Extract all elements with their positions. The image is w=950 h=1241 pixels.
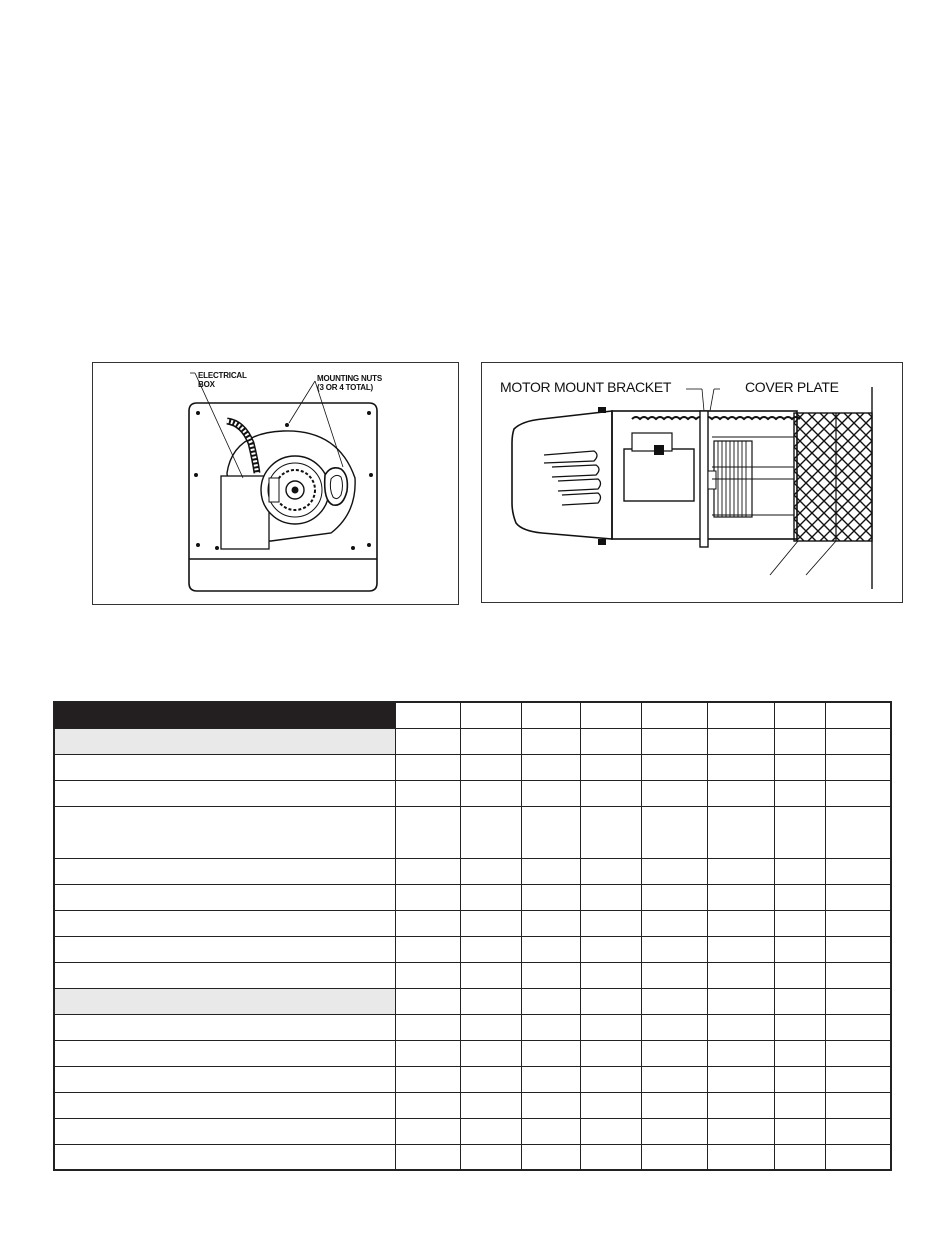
table-value-cell	[395, 988, 460, 1014]
table-row	[54, 806, 891, 858]
table-value-cell	[825, 1066, 891, 1092]
table-row-label-cell	[54, 884, 395, 910]
table-value-cell	[460, 910, 521, 936]
mounting-nuts-label-line1: MOUNTING NUTS	[317, 374, 382, 383]
table-value-cell	[580, 780, 641, 806]
table-row	[54, 988, 891, 1014]
table-value-cell	[825, 1118, 891, 1144]
table-value-cell	[395, 962, 460, 988]
table-value-cell	[395, 858, 460, 884]
blower-side-view-figure	[481, 362, 903, 603]
cover-plate-label: COVER PLATE	[745, 379, 839, 395]
table-value-cell	[521, 1040, 580, 1066]
table-value-cell	[521, 910, 580, 936]
table-value-cell	[395, 780, 460, 806]
table-value-cell	[521, 728, 580, 754]
table-value-cell	[641, 936, 707, 962]
table-value-cell	[460, 962, 521, 988]
table-value-cell	[707, 910, 774, 936]
table-value-cell	[825, 962, 891, 988]
table-value-cell	[580, 884, 641, 910]
table-value-cell	[521, 1144, 580, 1170]
electrical-box-label-line2: BOX	[198, 380, 215, 389]
table-value-cell	[395, 936, 460, 962]
table-value-cell	[460, 1092, 521, 1118]
table-value-cell	[641, 1014, 707, 1040]
table-row	[54, 754, 891, 780]
table-value-cell	[580, 1118, 641, 1144]
table-value-cell	[825, 1144, 891, 1170]
table-value-cell	[825, 754, 891, 780]
table-value-cell	[460, 936, 521, 962]
table-value-cell	[774, 728, 825, 754]
table-value-cell	[580, 754, 641, 780]
table-value-cell	[641, 988, 707, 1014]
table-row	[54, 910, 891, 936]
table-value-cell	[707, 1040, 774, 1066]
table-value-cell	[825, 780, 891, 806]
table-value-cell	[774, 884, 825, 910]
table-value-cell	[707, 1118, 774, 1144]
table-value-cell	[460, 1118, 521, 1144]
table-value-cell	[395, 910, 460, 936]
table-row-label-cell	[54, 936, 395, 962]
table-value-cell	[395, 1144, 460, 1170]
table-value-cell	[580, 858, 641, 884]
table-value-cell	[395, 806, 460, 858]
table-value-cell	[580, 702, 641, 728]
table-value-cell	[395, 884, 460, 910]
table-value-cell	[641, 910, 707, 936]
table-value-cell	[521, 702, 580, 728]
mounting-nuts-label-line2: (3 OR 4 TOTAL)	[317, 383, 374, 392]
table-value-cell	[774, 780, 825, 806]
table-value-cell	[774, 1066, 825, 1092]
table-row-label-cell	[54, 1092, 395, 1118]
table-row-label-cell	[54, 1014, 395, 1040]
table-row-label-cell	[54, 1118, 395, 1144]
table-value-cell	[825, 910, 891, 936]
table-value-cell	[460, 754, 521, 780]
table-value-cell	[521, 754, 580, 780]
table-row-label-cell	[54, 728, 395, 754]
table-value-cell	[774, 962, 825, 988]
table-value-cell	[774, 1040, 825, 1066]
table-value-cell	[521, 936, 580, 962]
table-row	[54, 780, 891, 806]
table-value-cell	[641, 1118, 707, 1144]
table-value-cell	[774, 910, 825, 936]
table-row	[54, 702, 891, 728]
table-value-cell	[395, 754, 460, 780]
table-value-cell	[460, 728, 521, 754]
table-value-cell	[395, 1040, 460, 1066]
table-value-cell	[825, 1040, 891, 1066]
blower-front-view-figure	[92, 362, 459, 605]
table-value-cell	[460, 806, 521, 858]
table-value-cell	[707, 1144, 774, 1170]
table-value-cell	[707, 988, 774, 1014]
table-row-label-cell	[54, 780, 395, 806]
table-value-cell	[521, 988, 580, 1014]
table-value-cell	[580, 806, 641, 858]
table-value-cell	[641, 754, 707, 780]
table-value-cell	[521, 858, 580, 884]
table-value-cell	[460, 988, 521, 1014]
table-row-label-cell	[54, 858, 395, 884]
table-value-cell	[707, 884, 774, 910]
table-value-cell	[521, 1066, 580, 1092]
table-value-cell	[825, 702, 891, 728]
table-row	[54, 858, 891, 884]
specification-table	[53, 701, 892, 1171]
table-value-cell	[825, 728, 891, 754]
table-value-cell	[707, 1014, 774, 1040]
table-row-label-cell	[54, 1066, 395, 1092]
table-value-cell	[825, 988, 891, 1014]
table-value-cell	[825, 1092, 891, 1118]
table-value-cell	[395, 1118, 460, 1144]
specification-table-wrapper	[53, 701, 892, 1171]
table-value-cell	[641, 806, 707, 858]
table-row-label-cell	[54, 910, 395, 936]
table-value-cell	[774, 1144, 825, 1170]
table-value-cell	[460, 702, 521, 728]
electrical-box-label-line1: ELECTRICAL	[198, 371, 247, 380]
electrical-box-callout	[198, 371, 247, 389]
table-value-cell	[707, 962, 774, 988]
table-value-cell	[641, 1066, 707, 1092]
specification-table-body	[54, 702, 891, 1170]
table-row-label-cell	[54, 988, 395, 1014]
table-value-cell	[580, 1144, 641, 1170]
table-value-cell	[460, 1144, 521, 1170]
table-row-label-cell	[54, 962, 395, 988]
table-value-cell	[774, 702, 825, 728]
table-row-label-cell	[54, 754, 395, 780]
blower-side-view-drawing	[482, 363, 904, 604]
table-value-cell	[774, 806, 825, 858]
table-value-cell	[521, 1014, 580, 1040]
table-row	[54, 936, 891, 962]
table-value-cell	[641, 780, 707, 806]
table-value-cell	[580, 1014, 641, 1040]
table-value-cell	[521, 780, 580, 806]
table-value-cell	[580, 728, 641, 754]
table-row	[54, 728, 891, 754]
table-value-cell	[707, 858, 774, 884]
table-value-cell	[395, 728, 460, 754]
table-value-cell	[580, 910, 641, 936]
table-value-cell	[641, 858, 707, 884]
table-value-cell	[521, 1092, 580, 1118]
blower-front-view-drawing	[93, 363, 460, 606]
table-value-cell	[521, 962, 580, 988]
table-value-cell	[460, 858, 521, 884]
table-row	[54, 1092, 891, 1118]
table-value-cell	[774, 1118, 825, 1144]
table-value-cell	[395, 702, 460, 728]
table-value-cell	[707, 754, 774, 780]
table-row	[54, 884, 891, 910]
table-value-cell	[774, 1092, 825, 1118]
table-row-label-cell	[54, 1144, 395, 1170]
table-value-cell	[395, 1092, 460, 1118]
table-row	[54, 1040, 891, 1066]
table-value-cell	[460, 780, 521, 806]
table-value-cell	[774, 754, 825, 780]
table-value-cell	[707, 728, 774, 754]
table-value-cell	[774, 936, 825, 962]
table-value-cell	[707, 1066, 774, 1092]
table-value-cell	[641, 728, 707, 754]
table-value-cell	[460, 884, 521, 910]
table-value-cell	[774, 858, 825, 884]
table-row	[54, 1014, 891, 1040]
table-value-cell	[641, 884, 707, 910]
table-value-cell	[580, 1092, 641, 1118]
table-value-cell	[825, 936, 891, 962]
table-value-cell	[641, 1092, 707, 1118]
table-value-cell	[707, 702, 774, 728]
table-value-cell	[707, 780, 774, 806]
table-value-cell	[825, 884, 891, 910]
table-value-cell	[707, 806, 774, 858]
table-value-cell	[460, 1066, 521, 1092]
table-value-cell	[580, 988, 641, 1014]
table-row-label-cell	[54, 806, 395, 858]
table-value-cell	[774, 988, 825, 1014]
table-row-label-cell	[54, 702, 395, 728]
table-value-cell	[580, 1066, 641, 1092]
motor-mount-bracket-label: MOTOR MOUNT BRACKET	[500, 379, 672, 395]
table-value-cell	[825, 858, 891, 884]
table-value-cell	[460, 1040, 521, 1066]
table-row	[54, 962, 891, 988]
table-value-cell	[825, 1014, 891, 1040]
table-value-cell	[580, 1040, 641, 1066]
table-value-cell	[521, 884, 580, 910]
table-value-cell	[641, 702, 707, 728]
table-value-cell	[774, 1014, 825, 1040]
table-value-cell	[395, 1066, 460, 1092]
table-value-cell	[580, 962, 641, 988]
table-value-cell	[580, 936, 641, 962]
table-value-cell	[641, 1144, 707, 1170]
table-value-cell	[707, 936, 774, 962]
table-value-cell	[521, 806, 580, 858]
table-row-label-cell	[54, 1040, 395, 1066]
table-row	[54, 1144, 891, 1170]
table-value-cell	[395, 1014, 460, 1040]
table-row	[54, 1066, 891, 1092]
table-value-cell	[825, 806, 891, 858]
table-value-cell	[521, 1118, 580, 1144]
table-value-cell	[641, 1040, 707, 1066]
mounting-nuts-callout	[317, 374, 382, 392]
table-value-cell	[707, 1092, 774, 1118]
table-value-cell	[641, 962, 707, 988]
table-row	[54, 1118, 891, 1144]
table-value-cell	[460, 1014, 521, 1040]
